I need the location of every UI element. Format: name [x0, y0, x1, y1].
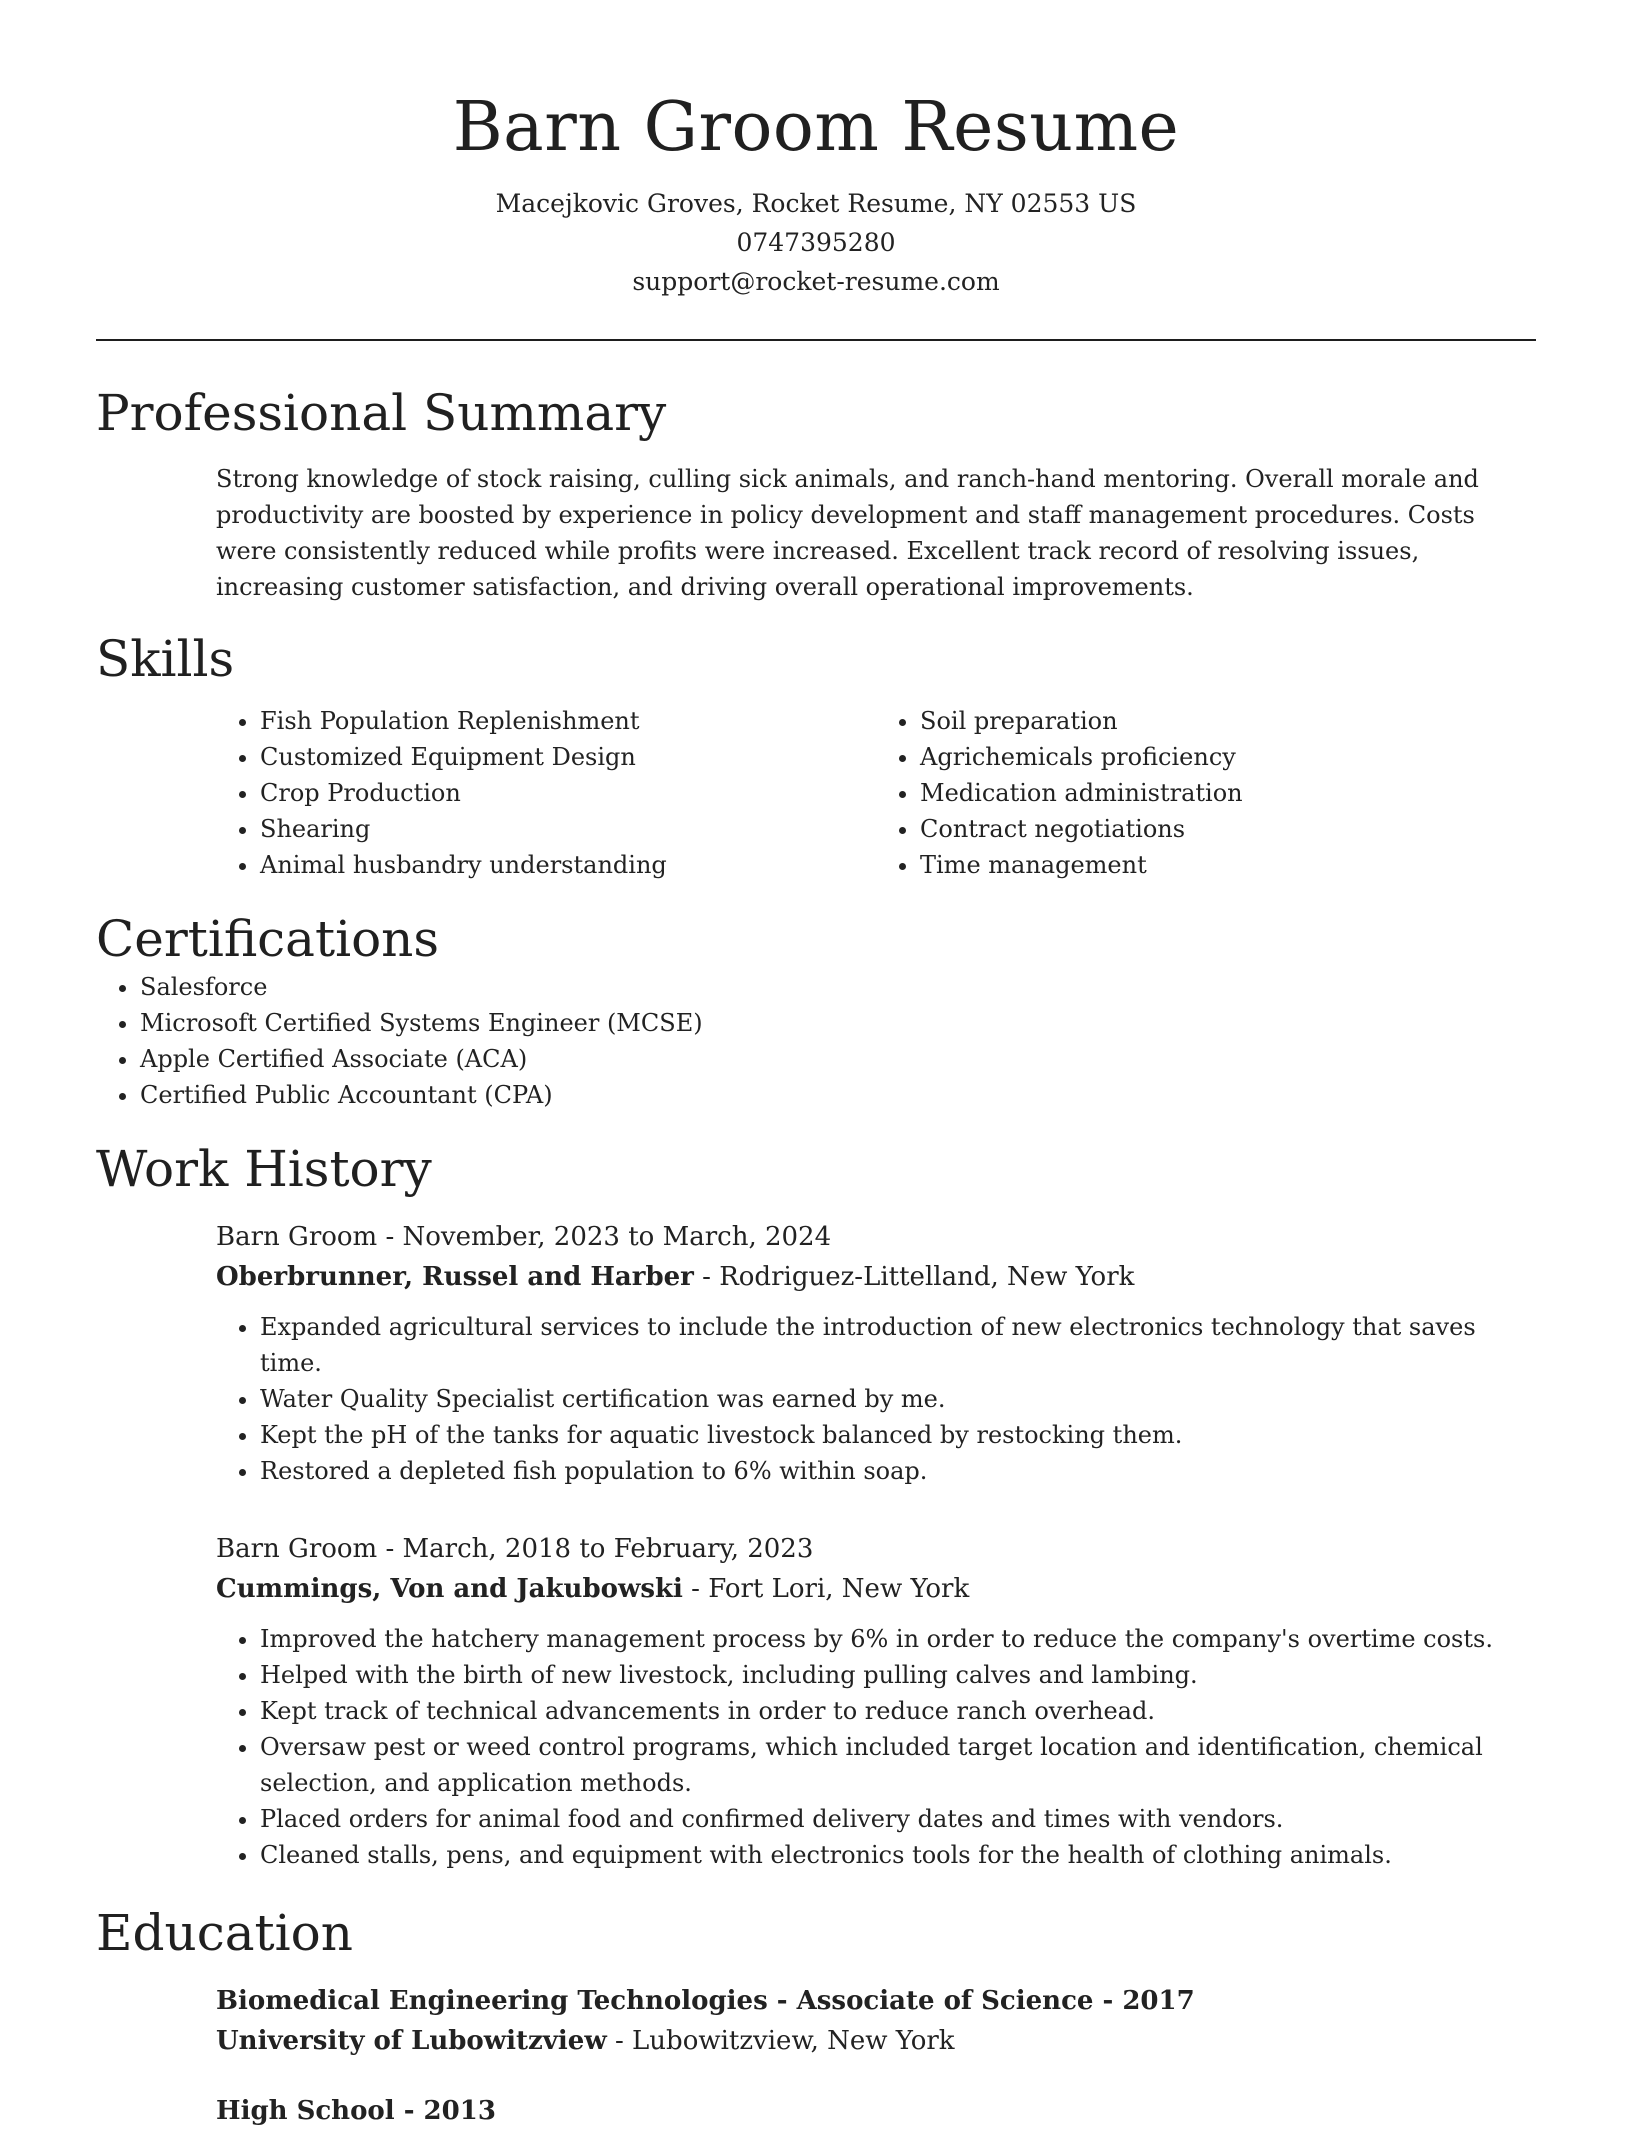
employer-name: Oberbrunner, Russel and Harber: [216, 1262, 694, 1292]
certification-item: • Apple Certified Associate (ACA): [140, 1041, 1536, 1077]
job-duty-item: • Kept the pH of the tanks for aquatic livestock balanced by restocking them.: [260, 1417, 1520, 1453]
contact-block: [96, 184, 1536, 301]
job-duty-item: • Improved the hatchery management process by 6% in order to reduce the company's overtime costs.: [260, 1621, 1520, 1657]
job-duty-item: • Placed orders for animal food and confirmed delivery dates and times with vendors.: [260, 1801, 1520, 1837]
skills-heading: Skills: [96, 630, 235, 688]
degree-line: [216, 2091, 1536, 2131]
skills-list-right: [876, 703, 1536, 883]
job-role-line: Barn Groom - March, 2018 to February, 2023: [216, 1534, 814, 1564]
employer-location: - Fort Lori, New York: [682, 1574, 970, 1604]
job-role-line: Barn Groom - November, 2023 to March, 2024: [216, 1222, 832, 1252]
skill-item: • Agrichemicals proficiency: [920, 739, 1536, 775]
job-employer-line: [216, 1257, 1536, 1297]
skills-list-left: [216, 703, 876, 883]
education-entry: [216, 2091, 1536, 2131]
school-name: University of Lubowitzview: [216, 2026, 607, 2056]
job-duty-item: • Water Quality Specialist certification was earned by me.: [260, 1381, 1520, 1417]
employer-name: Cummings, Von and Jakubowski: [216, 1574, 683, 1604]
skill-item: • Contract negotiations: [920, 811, 1536, 847]
job-entry: [216, 1217, 1536, 1489]
email-text: support@rocket-resume.com: [632, 267, 1000, 296]
job-duty-item: • Kept track of technical advancements in order to reduce ranch overhead.: [260, 1693, 1520, 1729]
skill-item: • Soil preparation: [920, 703, 1536, 739]
job-duty-item: • Expanded agricultural services to include the introduction of new electronics technology that saves time.: [260, 1309, 1520, 1381]
job-duty-item: • Oversaw pest or weed control programs, which included target location and identification, chemical selection, and application methods.: [260, 1729, 1520, 1801]
summary-heading: Professional Summary: [96, 384, 667, 442]
skill-item: • Medication administration: [920, 775, 1536, 811]
resume-title: Barn Groom Resume: [452, 88, 1180, 167]
education-entry: [216, 1981, 1536, 2061]
phone-text: 0747395280: [736, 228, 896, 257]
skill-item: • Time management: [920, 847, 1536, 883]
job-duties-list: [216, 1309, 1536, 1489]
address-text: Macejkovic Groves, Rocket Resume, NY 02553 US: [495, 189, 1137, 218]
skill-item: • Fish Population Replenishment: [260, 703, 876, 739]
work-history-heading: Work History: [96, 1140, 432, 1198]
certifications-list: [96, 969, 1536, 1113]
job-entry: [216, 1529, 1536, 1873]
certification-item: • Salesforce: [140, 969, 1536, 1005]
skill-item: • Animal husbandry understanding: [260, 847, 876, 883]
job-duty-item: • Cleaned stalls, pens, and equipment with electronics tools for the health of clothing animals.: [260, 1837, 1520, 1873]
resume-page: [96, 0, 1536, 2131]
education-heading: Education: [96, 1904, 353, 1962]
degree-line: [216, 1981, 1536, 2021]
certifications-heading: Certifications: [96, 910, 440, 968]
school-location: - Lubowitzview, New York: [606, 2026, 955, 2056]
job-duty-item: • Restored a depleted fish population to 6% within soap.: [260, 1453, 1520, 1489]
summary-paragraph: Strong knowledge of stock raising, culling sick animals, and ranch-hand mentoring. Overall morale and productivity are boosted by experience in policy development and staff management procedures. Costs were consistently reduced while profits were increased. Excellent track record of resolving issues, increasing customer satisfaction, and driving overall operational improvements.: [216, 465, 1479, 601]
certification-item: • Certified Public Accountant (CPA): [140, 1077, 1536, 1113]
degree-text: Biomedical Engineering Technologies - Associate of Science - 2017: [216, 1986, 1195, 2016]
skills-grid: [216, 703, 1536, 883]
certification-item: • Microsoft Certified Systems Engineer (MCSE): [140, 1005, 1536, 1041]
skill-item: • Shearing: [260, 811, 876, 847]
job-employer-line: [216, 1569, 1536, 1609]
job-duties-list: [216, 1621, 1536, 1873]
skill-item: • Customized Equipment Design: [260, 739, 876, 775]
header-divider: [96, 339, 1536, 341]
skill-item: • Crop Production: [260, 775, 876, 811]
school-line: [216, 2021, 1536, 2061]
degree-text: High School - 2013: [216, 2096, 496, 2126]
employer-location: - Rodriguez-Littelland, New York: [693, 1262, 1135, 1292]
resume-header: [96, 0, 1536, 301]
job-duty-item: • Helped with the birth of new livestock, including pulling calves and lambing.: [260, 1657, 1520, 1693]
